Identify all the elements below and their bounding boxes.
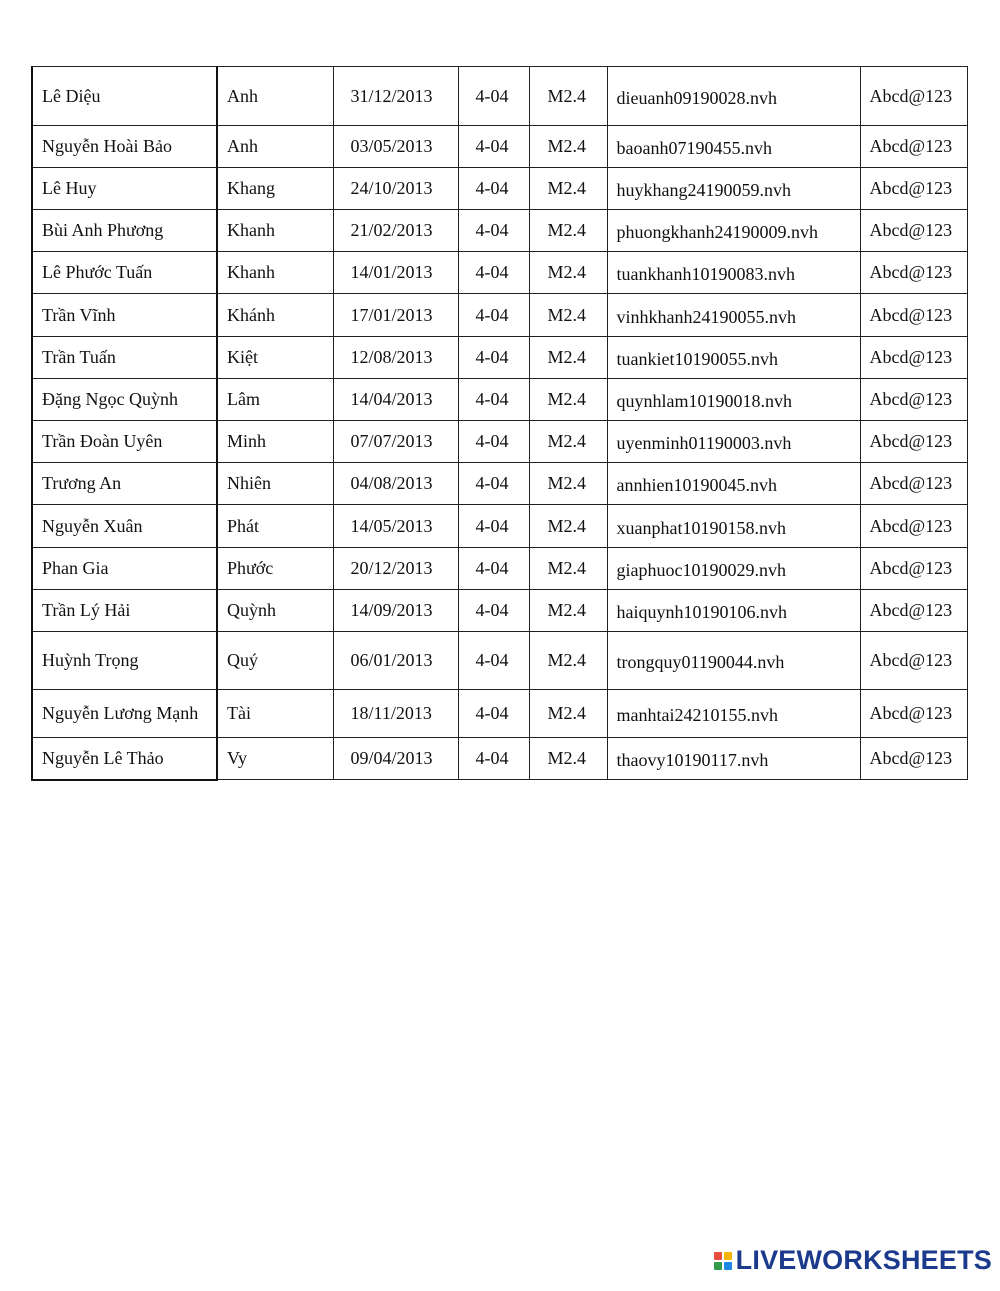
last-name-cell: Trần Vĩnh: [32, 294, 217, 337]
first-name-cell: Quý: [217, 632, 333, 690]
last-name-cell: Nguyễn Lê Thảo: [32, 738, 217, 780]
first-name-cell: Khang: [217, 168, 333, 210]
table-row: [32, 168, 967, 210]
table-row: [32, 379, 967, 421]
username-cell: baoanh07190455.nvh: [607, 126, 860, 168]
password-cell: Abcd@123: [860, 505, 967, 548]
class-cell: 4-04: [458, 379, 529, 421]
first-name-cell: Anh: [217, 126, 333, 168]
first-name-cell: Lâm: [217, 379, 333, 421]
last-name-cell: Nguyễn Hoài Bảo: [32, 126, 217, 168]
class-cell: 4-04: [458, 210, 529, 252]
dob-cell: 07/07/2013: [333, 421, 458, 463]
password-cell: Abcd@123: [860, 168, 967, 210]
group-cell: M2.4: [529, 632, 607, 690]
last-name-cell: Lê Diệu: [32, 67, 217, 126]
group-cell: M2.4: [529, 379, 607, 421]
username-cell: haiquynh10190106.nvh: [607, 590, 860, 632]
brand-name: LIVEWORKSHEETS: [735, 1245, 992, 1275]
table-row: [32, 294, 967, 337]
last-name-cell: Trần Lý Hải: [32, 590, 217, 632]
group-cell: M2.4: [529, 505, 607, 548]
group-cell: M2.4: [529, 463, 607, 505]
dob-cell: 18/11/2013: [333, 690, 458, 738]
dob-cell: 17/01/2013: [333, 294, 458, 337]
last-name-cell: Huỳnh Trọng: [32, 632, 217, 690]
password-cell: Abcd@123: [860, 252, 967, 294]
group-cell: M2.4: [529, 294, 607, 337]
class-cell: 4-04: [458, 67, 529, 126]
first-name-cell: Phước: [217, 548, 333, 590]
student-account-table: [31, 66, 968, 781]
liveworksheets-logo: [714, 1247, 992, 1274]
class-cell: 4-04: [458, 337, 529, 379]
class-cell: 4-04: [458, 421, 529, 463]
last-name-cell: Trương An: [32, 463, 217, 505]
group-cell: M2.4: [529, 548, 607, 590]
dob-cell: 14/05/2013: [333, 505, 458, 548]
table-body: [32, 67, 967, 780]
class-cell: 4-04: [458, 463, 529, 505]
password-cell: Abcd@123: [860, 67, 967, 126]
username-cell: huykhang24190059.nvh: [607, 168, 860, 210]
password-cell: Abcd@123: [860, 210, 967, 252]
password-cell: Abcd@123: [860, 126, 967, 168]
first-name-cell: Khanh: [217, 252, 333, 294]
table-row: [32, 738, 967, 780]
mark-square: [714, 1252, 722, 1260]
username-cell: manhtai24210155.nvh: [607, 690, 860, 738]
class-cell: 4-04: [458, 505, 529, 548]
last-name-cell: Nguyễn Lương Mạnh: [32, 690, 217, 738]
liveworksheets-mark-icon: [714, 1252, 732, 1270]
last-name-cell: Đặng Ngọc Quỳnh: [32, 379, 217, 421]
password-cell: Abcd@123: [860, 337, 967, 379]
table-row: [32, 252, 967, 294]
last-name-cell: Nguyễn Xuân: [32, 505, 217, 548]
group-cell: M2.4: [529, 67, 607, 126]
class-cell: 4-04: [458, 168, 529, 210]
username-cell: uyenminh01190003.nvh: [607, 421, 860, 463]
first-name-cell: Quỳnh: [217, 590, 333, 632]
last-name-cell: Lê Huy: [32, 168, 217, 210]
password-cell: Abcd@123: [860, 590, 967, 632]
table-row: [32, 421, 967, 463]
username-cell: thaovy10190117.nvh: [607, 738, 860, 780]
username-cell: quynhlam10190018.nvh: [607, 379, 860, 421]
username-cell: xuanphat10190158.nvh: [607, 505, 860, 548]
last-name-cell: Bùi Anh Phương: [32, 210, 217, 252]
dob-cell: 14/04/2013: [333, 379, 458, 421]
username-cell: vinhkhanh24190055.nvh: [607, 294, 860, 337]
first-name-cell: Phát: [217, 505, 333, 548]
class-cell: 4-04: [458, 252, 529, 294]
dob-cell: 31/12/2013: [333, 67, 458, 126]
table-row: [32, 590, 967, 632]
group-cell: M2.4: [529, 738, 607, 780]
group-cell: M2.4: [529, 126, 607, 168]
dob-cell: 03/05/2013: [333, 126, 458, 168]
table-row: [32, 632, 967, 690]
mark-square: [724, 1252, 732, 1260]
dob-cell: 09/04/2013: [333, 738, 458, 780]
dob-cell: 14/01/2013: [333, 252, 458, 294]
dob-cell: 21/02/2013: [333, 210, 458, 252]
password-cell: Abcd@123: [860, 738, 967, 780]
class-cell: 4-04: [458, 738, 529, 780]
table-row: [32, 463, 967, 505]
last-name-cell: Phan Gia: [32, 548, 217, 590]
class-cell: 4-04: [458, 548, 529, 590]
first-name-cell: Vy: [217, 738, 333, 780]
table-row: [32, 126, 967, 168]
first-name-cell: Minh: [217, 421, 333, 463]
password-cell: Abcd@123: [860, 379, 967, 421]
group-cell: M2.4: [529, 168, 607, 210]
class-cell: 4-04: [458, 690, 529, 738]
class-cell: 4-04: [458, 126, 529, 168]
table-row: [32, 337, 967, 379]
dob-cell: 04/08/2013: [333, 463, 458, 505]
username-cell: trongquy01190044.nvh: [607, 632, 860, 690]
password-cell: Abcd@123: [860, 548, 967, 590]
group-cell: M2.4: [529, 337, 607, 379]
class-cell: 4-04: [458, 590, 529, 632]
table-row: [32, 548, 967, 590]
dob-cell: 20/12/2013: [333, 548, 458, 590]
username-cell: giaphuoc10190029.nvh: [607, 548, 860, 590]
username-cell: tuankiet10190055.nvh: [607, 337, 860, 379]
username-cell: phuongkhanh24190009.nvh: [607, 210, 860, 252]
table-row: [32, 67, 967, 126]
dob-cell: 14/09/2013: [333, 590, 458, 632]
password-cell: Abcd@123: [860, 294, 967, 337]
first-name-cell: Khanh: [217, 210, 333, 252]
class-cell: 4-04: [458, 632, 529, 690]
mark-square: [724, 1262, 732, 1270]
group-cell: M2.4: [529, 590, 607, 632]
first-name-cell: Kiệt: [217, 337, 333, 379]
group-cell: M2.4: [529, 210, 607, 252]
mark-square: [714, 1262, 722, 1270]
group-cell: M2.4: [529, 252, 607, 294]
first-name-cell: Nhiên: [217, 463, 333, 505]
last-name-cell: Trần Đoàn Uyên: [32, 421, 217, 463]
table-row: [32, 505, 967, 548]
username-cell: annhien10190045.nvh: [607, 463, 860, 505]
password-cell: Abcd@123: [860, 463, 967, 505]
table-row: [32, 210, 967, 252]
last-name-cell: Lê Phước Tuấn: [32, 252, 217, 294]
table-row: [32, 690, 967, 738]
dob-cell: 12/08/2013: [333, 337, 458, 379]
username-cell: dieuanh09190028.nvh: [607, 67, 860, 126]
first-name-cell: Tài: [217, 690, 333, 738]
password-cell: Abcd@123: [860, 632, 967, 690]
dob-cell: 06/01/2013: [333, 632, 458, 690]
class-cell: 4-04: [458, 294, 529, 337]
first-name-cell: Khánh: [217, 294, 333, 337]
first-name-cell: Anh: [217, 67, 333, 126]
username-cell: tuankhanh10190083.nvh: [607, 252, 860, 294]
group-cell: M2.4: [529, 421, 607, 463]
password-cell: Abcd@123: [860, 690, 967, 738]
last-name-cell: Trần Tuấn: [32, 337, 217, 379]
group-cell: M2.4: [529, 690, 607, 738]
password-cell: Abcd@123: [860, 421, 967, 463]
dob-cell: 24/10/2013: [333, 168, 458, 210]
